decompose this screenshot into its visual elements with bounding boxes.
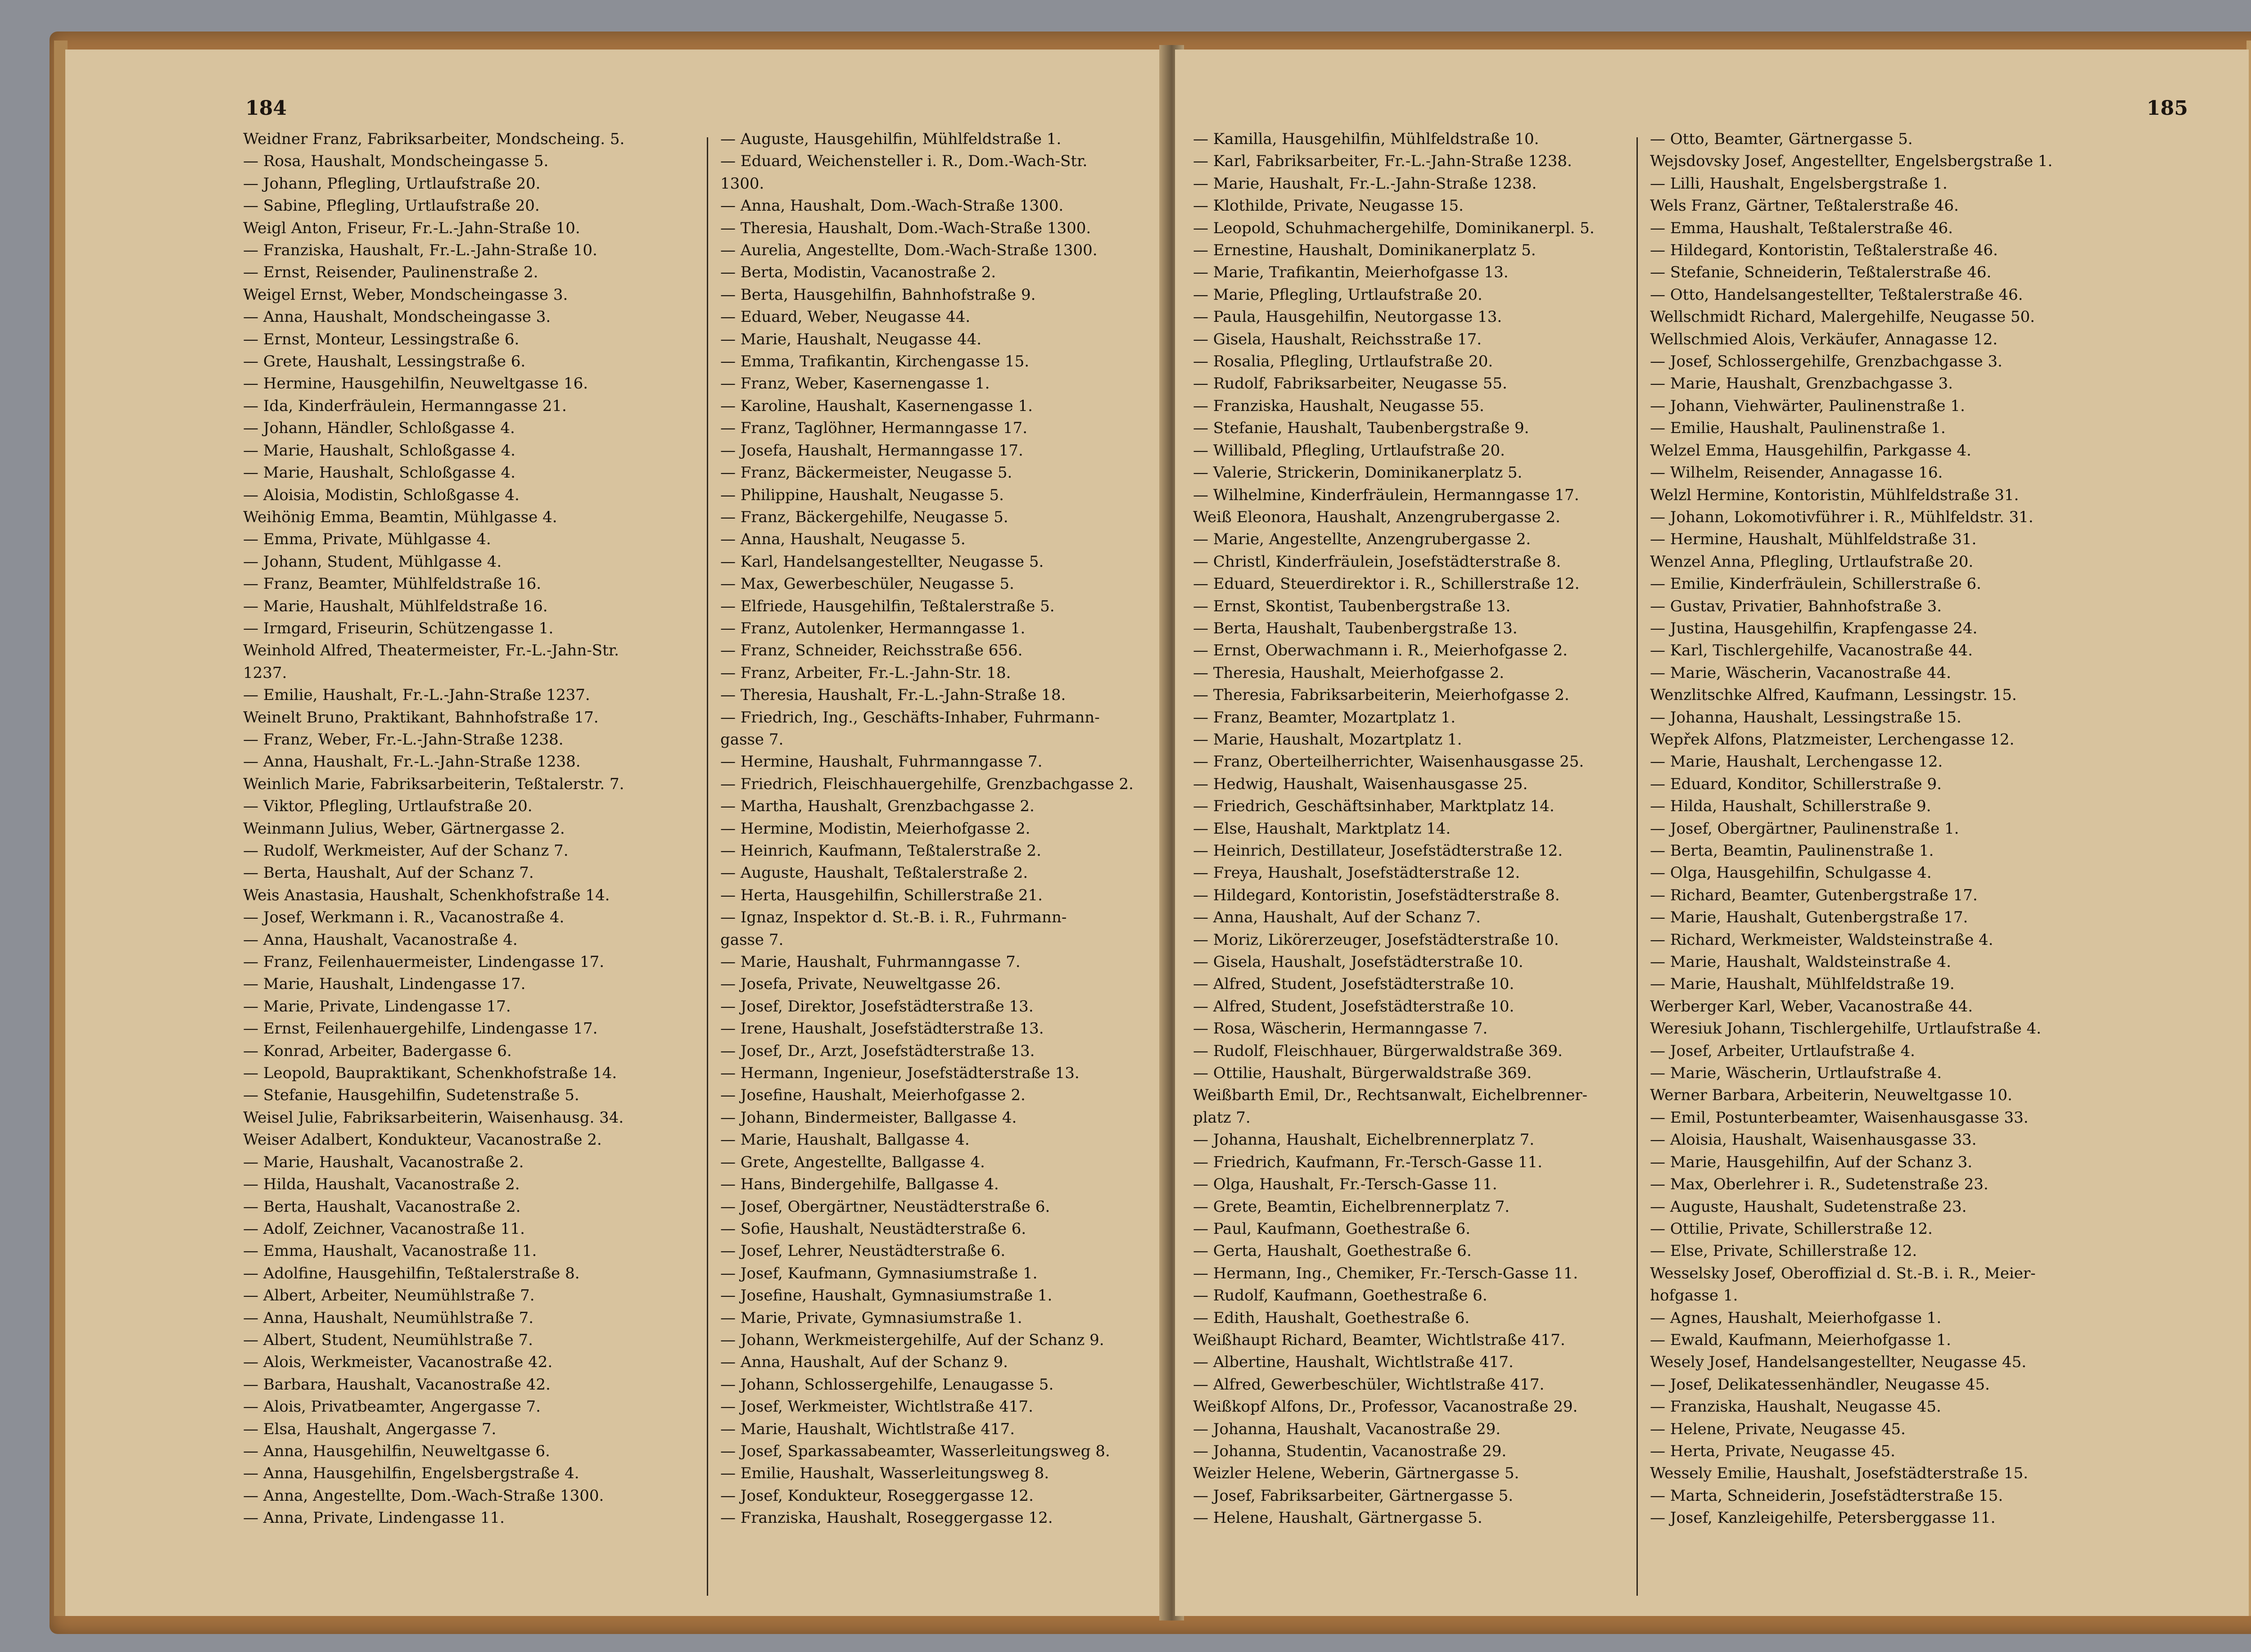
directory-entry: — Anna, Private, Lindengasse 11.: [243, 1509, 505, 1527]
directory-entry: — Franz, Arbeiter, Fr.-L.-Jahn-Str. 18.: [720, 664, 1011, 682]
directory-entry: Weinhold Alfred, Theatermeister, Fr.-L.-Jahn-Str.: [243, 641, 619, 660]
directory-entry: — Sabine, Pflegling, Urtlaufstraße 20.: [243, 197, 540, 215]
directory-entry: — Hildegard, Kontoristin, Teßtalerstraße 46.: [1650, 241, 1998, 260]
directory-entry: — Franz, Beamter, Mühlfeldstraße 16.: [243, 575, 542, 593]
directory-entry: — Agnes, Haushalt, Meierhofgasse 1.: [1650, 1309, 1942, 1327]
directory-entry: — Ernst, Skontist, Taubenbergstraße 13.: [1193, 597, 1511, 615]
directory-entry: — Ernst, Feilenhauergehilfe, Lindengasse 17.: [243, 1020, 598, 1038]
directory-entry: — Johanna, Haushalt, Eichelbrennerplatz 7.: [1193, 1131, 1535, 1149]
directory-entry: — Karl, Handelsangestellter, Neugasse 5.: [720, 552, 1044, 571]
directory-entry: — Johann, Viehwärter, Paulinenstraße 1.: [1650, 397, 1965, 415]
directory-entry: — Heinrich, Kaufmann, Teßtalerstraße 2.: [720, 842, 1041, 860]
directory-entry: — Franz, Schneider, Reichsstraße 656.: [720, 641, 1023, 660]
directory-entry: — Max, Gewerbeschüler, Neugasse 5.: [720, 575, 1014, 593]
directory-entry: — Hilda, Haushalt, Vacanostraße 2.: [243, 1175, 520, 1194]
directory-entry: — Heinrich, Destillateur, Josefstädterstraße 12.: [1193, 842, 1563, 860]
directory-entry: — Marie, Haushalt, Gutenbergstraße 17.: [1650, 908, 1968, 927]
left-column-1: [243, 128, 720, 1530]
directory-entry: hofgasse 1.: [1650, 1286, 1738, 1305]
directory-entry: — Alois, Werkmeister, Vacanostraße 42.: [243, 1353, 553, 1372]
directory-entry: 1237.: [243, 664, 287, 682]
directory-entry: — Alois, Privatbeamter, Angergasse 7.: [243, 1398, 541, 1416]
directory-entry: — Emilie, Haushalt, Paulinenstraße 1.: [1650, 419, 1946, 438]
directory-entry: — Johann, Pflegling, Urtlaufstraße 20.: [243, 174, 541, 193]
directory-entry: Werberger Karl, Weber, Vacanostraße 44.: [1650, 997, 1973, 1016]
directory-entry: Weresiuk Johann, Tischlergehilfe, Urtlaufstraße 4.: [1650, 1020, 2041, 1038]
directory-entry: — Anna, Hausgehilfin, Neuweltgasse 6.: [243, 1442, 550, 1460]
directory-entry: — Marie, Haushalt, Schloßgasse 4.: [243, 441, 515, 460]
directory-entry: — Marie, Haushalt, Fuhrmanngasse 7.: [720, 953, 1021, 971]
directory-entry: — Edith, Haushalt, Goethestraße 6.: [1193, 1309, 1470, 1327]
directory-entry: — Emilie, Haushalt, Wasserleitungsweg 8.: [720, 1464, 1049, 1483]
directory-entry: — Johann, Schlossergehilfe, Lenaugasse 5.: [720, 1375, 1054, 1394]
directory-entry: — Franz, Bäckergehilfe, Neugasse 5.: [720, 508, 1008, 526]
directory-entry: — Franz, Beamter, Mozartplatz 1.: [1193, 708, 1455, 727]
directory-entry: Weigel Ernst, Weber, Mondscheingasse 3.: [243, 285, 568, 304]
directory-entry: — Ottilie, Haushalt, Bürgerwaldstraße 369.: [1193, 1064, 1532, 1083]
directory-entry: — Hermann, Ing., Chemiker, Fr.-Tersch-Gasse 11.: [1193, 1264, 1578, 1282]
directory-entry: — Gisela, Haushalt, Reichsstraße 17.: [1193, 330, 1482, 348]
directory-entry: — Franz, Oberteilherrichter, Waisenhausgasse 25.: [1193, 753, 1584, 771]
directory-entry: — Emma, Private, Mühlgasse 4.: [243, 530, 491, 549]
directory-entry: — Josef, Kondukteur, Roseggergasse 12.: [720, 1486, 1034, 1505]
directory-entry: — Kamilla, Hausgehilfin, Mühlfeldstraße 10.: [1193, 130, 1539, 148]
directory-entry: — Albert, Arbeiter, Neumühlstraße 7.: [243, 1286, 535, 1305]
directory-entry: platz 7.: [1193, 1108, 1251, 1127]
directory-entry: — Friedrich, Fleischhauergehilfe, Grenzbachgasse 2.: [720, 775, 1134, 793]
directory-entry: Wepřek Alfons, Platzmeister, Lerchengasse 12.: [1650, 730, 2015, 749]
directory-entry: — Emma, Trafikantin, Kirchengasse 15.: [720, 352, 1030, 371]
directory-entry: — Friedrich, Kaufmann, Fr.-Tersch-Gasse 11.: [1193, 1153, 1542, 1171]
directory-entry: Weigl Anton, Friseur, Fr.-L.-Jahn-Straße 10.: [243, 219, 580, 237]
directory-entry: — Emilie, Haushalt, Fr.-L.-Jahn-Straße 1237.: [243, 686, 590, 704]
directory-entry: — Franz, Weber, Fr.-L.-Jahn-Straße 1238.: [243, 730, 564, 749]
directory-entry: — Franz, Autolenker, Hermanngasse 1.: [720, 619, 1026, 637]
directory-entry: — Irmgard, Friseurin, Schützengasse 1.: [243, 619, 554, 637]
directory-entry: — Berta, Haushalt, Taubenbergstraße 13.: [1193, 619, 1518, 637]
directory-entry: — Alfred, Student, Josefstädterstraße 10.: [1193, 997, 1514, 1016]
directory-entry: Wesely Josef, Handelsangestellter, Neugasse 45.: [1650, 1353, 2027, 1372]
directory-entry: — Josef, Kaufmann, Gymnasiumstraße 1.: [720, 1264, 1038, 1282]
directory-entry: — Eduard, Steuerdirektor i. R., Schillerstraße 12.: [1193, 575, 1580, 593]
directory-entry: — Justina, Hausgehilfin, Krapfengasse 24.: [1650, 619, 1978, 637]
directory-entry: Wellschmied Alois, Verkäufer, Annagasse 12.: [1650, 330, 1998, 348]
directory-entry: — Grete, Haushalt, Lessingstraße 6.: [243, 352, 526, 371]
directory-entry: — Olga, Haushalt, Fr.-Tersch-Gasse 11.: [1193, 1175, 1497, 1194]
directory-entry: — Marie, Angestellte, Anzengrubergasse 2.: [1193, 530, 1531, 549]
directory-entry: — Herta, Private, Neugasse 45.: [1650, 1442, 1895, 1460]
directory-entry: — Franziska, Haushalt, Neugasse 45.: [1650, 1398, 1941, 1416]
directory-entry: — Johanna, Haushalt, Lessingstraße 15.: [1650, 708, 1962, 727]
directory-entry: — Adolf, Zeichner, Vacanostraße 11.: [243, 1219, 525, 1238]
directory-entry: — Josefine, Haushalt, Meierhofgasse 2.: [720, 1086, 1026, 1105]
directory-entry: — Richard, Werkmeister, Waldsteinstraße 4.: [1650, 930, 1993, 949]
directory-entry: — Marie, Pflegling, Urtlaufstraße 20.: [1193, 285, 1483, 304]
directory-entry: — Aloisia, Haushalt, Waisenhausgasse 33.: [1650, 1131, 1977, 1149]
directory-entry: — Ernst, Reisender, Paulinenstraße 2.: [243, 263, 538, 282]
directory-entry: — Emil, Postunterbeamter, Waisenhausgasse 33.: [1650, 1108, 2029, 1127]
directory-entry: — Karl, Fabriksarbeiter, Fr.-L.-Jahn-Straße 1238.: [1193, 152, 1572, 171]
directory-entry: — Marie, Haushalt, Lerchengasse 12.: [1650, 753, 1943, 771]
directory-entry: — Johann, Student, Mühlgasse 4.: [243, 552, 502, 571]
directory-entry: — Ernst, Monteur, Lessingstraße 6.: [243, 330, 520, 348]
directory-entry: Wejsdovsky Josef, Angestellter, Engelsbergstraße 1.: [1650, 152, 2053, 171]
directory-entry: — Stefanie, Haushalt, Taubenbergstraße 9.: [1193, 419, 1529, 438]
directory-entry: — Philippine, Haushalt, Neugasse 5.: [720, 486, 1004, 504]
directory-entry: — Paul, Kaufmann, Goethestraße 6.: [1193, 1219, 1471, 1238]
directory-entry: — Johann, Händler, Schloßgasse 4.: [243, 419, 515, 438]
directory-entry: — Josef, Direktor, Josefstädterstraße 13.: [720, 997, 1034, 1016]
directory-entry: — Johanna, Haushalt, Vacanostraße 29.: [1193, 1420, 1501, 1438]
directory-entry: — Marta, Schneiderin, Josefstädterstraße 15.: [1650, 1486, 2003, 1505]
directory-entry: — Rosalia, Pflegling, Urtlaufstraße 20.: [1193, 352, 1493, 371]
directory-entry: — Grete, Beamtin, Eichelbrennerplatz 7.: [1193, 1197, 1510, 1216]
directory-entry: — Marie, Haushalt, Mühlfeldstraße 19.: [1650, 975, 1955, 993]
directory-entry: — Friedrich, Geschäftsinhaber, Marktplatz 14.: [1193, 797, 1555, 816]
directory-entry: — Hermann, Ingenieur, Josefstädterstraße 13.: [720, 1064, 1080, 1083]
left-column-2: [720, 128, 1166, 1530]
directory-entry: — Franziska, Haushalt, Roseggergasse 12.: [720, 1509, 1053, 1527]
directory-entry: — Wilhelmine, Kinderfräulein, Hermanngasse 17.: [1193, 486, 1579, 504]
directory-entry: — Franziska, Haushalt, Neugasse 55.: [1193, 397, 1484, 415]
directory-entry: — Sofie, Haushalt, Neustädterstraße 6.: [720, 1219, 1026, 1238]
directory-entry: — Albertine, Haushalt, Wichtlstraße 417.: [1193, 1353, 1514, 1372]
directory-entry: Weißkopf Alfons, Dr., Professor, Vacanostraße 29.: [1193, 1398, 1578, 1416]
directory-entry: — Marie, Haushalt, Neugasse 44.: [720, 330, 982, 348]
directory-entry: Weißhaupt Richard, Beamter, Wichtlstraße 417.: [1193, 1331, 1565, 1349]
directory-entry: — Josef, Arbeiter, Urtlaufstraße 4.: [1650, 1042, 1915, 1060]
directory-entry: — Marie, Haushalt, Grenzbachgasse 3.: [1650, 375, 1953, 393]
directory-entry: — Marie, Haushalt, Waldsteinstraße 4.: [1650, 953, 1951, 971]
directory-entry: — Aurelia, Angestellte, Dom.-Wach-Straße 1300.: [720, 241, 1098, 260]
directory-entry: — Johann, Lokomotivführer i. R., Mühlfeldstr. 31.: [1650, 508, 2034, 526]
directory-entry: — Hermine, Modistin, Meierhofgasse 2.: [720, 819, 1031, 838]
directory-entry: — Elsa, Haushalt, Angergasse 7.: [243, 1420, 497, 1438]
directory-entry: — Lilli, Haushalt, Engelsbergstraße 1.: [1650, 174, 1948, 193]
directory-entry: — Paula, Hausgehilfin, Neutorgasse 13.: [1193, 308, 1502, 326]
directory-entry: Werner Barbara, Arbeiterin, Neuweltgasse 10.: [1650, 1086, 2012, 1105]
directory-entry: — Marie, Private, Gymnasiumstraße 1.: [720, 1309, 1022, 1327]
directory-entry: — Gerta, Haushalt, Goethestraße 6.: [1193, 1242, 1472, 1260]
directory-entry: — Alfred, Student, Josefstädterstraße 10.: [1193, 975, 1514, 993]
directory-entry: — Marie, Trafikantin, Meierhofgasse 13.: [1193, 263, 1509, 282]
directory-entry: — Auguste, Hausgehilfin, Mühlfeldstraße 1.: [720, 130, 1062, 148]
directory-entry: — Ernst, Oberwachmann i. R., Meierhofgasse 2.: [1193, 641, 1568, 660]
page-number-right: 185: [2147, 97, 2188, 120]
directory-entry: — Ewald, Kaufmann, Meierhofgasse 1.: [1650, 1331, 1951, 1349]
directory-entry: — Moriz, Likörerzeuger, Josefstädterstraße 10.: [1193, 930, 1559, 949]
directory-entry: — Anna, Haushalt, Vacanostraße 4.: [243, 930, 518, 949]
directory-entry: Weiß Eleonora, Haushalt, Anzengrubergasse 2.: [1193, 508, 1560, 526]
right-column-1: [1193, 128, 1670, 1530]
directory-entry: — Helene, Haushalt, Gärtnergasse 5.: [1193, 1509, 1483, 1527]
directory-entry: — Barbara, Haushalt, Vacanostraße 42.: [243, 1375, 551, 1394]
directory-entry: — Marie, Haushalt, Fr.-L.-Jahn-Straße 1238.: [1193, 174, 1537, 193]
directory-entry: Wenzel Anna, Pflegling, Urtlaufstraße 20.: [1650, 552, 1974, 571]
directory-entry: — Theresia, Fabriksarbeiterin, Meierhofgasse 2.: [1193, 686, 1569, 704]
directory-entry: — Johanna, Studentin, Vacanostraße 29.: [1193, 1442, 1507, 1460]
directory-entry: — Max, Oberlehrer i. R., Sudetenstraße 23.: [1650, 1175, 1989, 1194]
directory-entry: — Josefa, Private, Neuweltgasse 26.: [720, 975, 1001, 993]
directory-entry: — Berta, Modistin, Vacanostraße 2.: [720, 263, 996, 282]
directory-entry: — Rudolf, Werkmeister, Auf der Schanz 7.: [243, 842, 569, 860]
directory-entry: — Konrad, Arbeiter, Badergasse 6.: [243, 1042, 512, 1060]
directory-entry: — Johann, Bindermeister, Ballgasse 4.: [720, 1108, 1017, 1127]
column-divider-left: [707, 137, 708, 1596]
directory-entry: — Stefanie, Hausgehilfin, Sudetenstraße 5.: [243, 1086, 579, 1105]
directory-entry: — Hermine, Haushalt, Mühlfeldstraße 31.: [1650, 530, 1977, 549]
directory-entry: — Elfriede, Hausgehilfin, Teßtalerstraße 5.: [720, 597, 1055, 615]
directory-entry: — Alfred, Gewerbeschüler, Wichtlstraße 417.: [1193, 1375, 1545, 1394]
directory-entry: — Theresia, Haushalt, Meierhofgasse 2.: [1193, 664, 1505, 682]
directory-entry: Weidner Franz, Fabriksarbeiter, Mondscheing. 5.: [243, 130, 625, 148]
directory-entry: — Otto, Beamter, Gärtnergasse 5.: [1650, 130, 1913, 148]
directory-entry: — Marie, Haushalt, Ballgasse 4.: [720, 1131, 970, 1149]
directory-entry: — Josef, Fabriksarbeiter, Gärtnergasse 5.: [1193, 1486, 1514, 1505]
column-divider-right: [1636, 137, 1638, 1596]
directory-entry: — Willibald, Pflegling, Urtlaufstraße 20.: [1193, 441, 1505, 460]
directory-entry: — Eduard, Weichensteller i. R., Dom.-Wach-Str.: [720, 152, 1088, 171]
directory-entry: — Hildegard, Kontoristin, Josefstädterstraße 8.: [1193, 886, 1560, 904]
page-number-left: 184: [245, 97, 287, 120]
directory-entry: — Gustav, Privatier, Bahnhofstraße 3.: [1650, 597, 1942, 615]
directory-entry: — Hans, Bindergehilfe, Ballgasse 4.: [720, 1175, 999, 1194]
directory-entry: — Marie, Hausgehilfin, Auf der Schanz 3.: [1650, 1153, 1973, 1171]
directory-entry: — Leopold, Schuhmachergehilfe, Dominikanerpl. 5.: [1193, 219, 1595, 237]
directory-entry: — Josef, Dr., Arzt, Josefstädterstraße 13.: [720, 1042, 1035, 1060]
directory-entry: — Berta, Beamtin, Paulinenstraße 1.: [1650, 842, 1934, 860]
directory-entry: — Anna, Hausgehilfin, Engelsbergstraße 4.: [243, 1464, 579, 1483]
directory-entry: Weißbarth Emil, Dr., Rechtsanwalt, Eichelbrenner-: [1193, 1086, 1588, 1105]
directory-entry: — Anna, Haushalt, Neumühlstraße 7.: [243, 1309, 534, 1327]
directory-entry: — Josef, Obergärtner, Paulinenstraße 1.: [1650, 819, 1959, 838]
directory-entry: — Theresia, Haushalt, Dom.-Wach-Straße 1300.: [720, 219, 1091, 237]
directory-entry: — Rudolf, Kaufmann, Goethestraße 6.: [1193, 1286, 1487, 1305]
directory-entry: — Marie, Haushalt, Schloßgasse 4.: [243, 464, 515, 482]
directory-entry: — Marie, Haushalt, Lindengasse 17.: [243, 975, 526, 993]
directory-entry: — Marie, Wäscherin, Urtlaufstraße 4.: [1650, 1064, 1942, 1083]
directory-entry: — Auguste, Haushalt, Teßtalerstraße 2.: [720, 864, 1028, 882]
directory-entry: gasse 7.: [720, 730, 784, 749]
directory-entry: — Marie, Haushalt, Mühlfeldstraße 16.: [243, 597, 548, 615]
directory-entry: — Olga, Hausgehilfin, Schulgasse 4.: [1650, 864, 1932, 882]
directory-entry: Weisel Julie, Fabriksarbeiterin, Waisenhausg. 34.: [243, 1108, 624, 1127]
directory-entry: Wels Franz, Gärtner, Teßtalerstraße 46.: [1650, 197, 1959, 215]
directory-entry: — Anna, Haushalt, Mondscheingasse 3.: [243, 308, 551, 326]
directory-entry: — Josefa, Haushalt, Hermanngasse 17.: [720, 441, 1023, 460]
directory-entry: — Ottilie, Private, Schillerstraße 12.: [1650, 1219, 1933, 1238]
directory-entry: Wellschmidt Richard, Malergehilfe, Neugasse 50.: [1650, 308, 2035, 326]
directory-entry: Wesselsky Josef, Oberoffizial d. St.-B. i. R., Meier-: [1650, 1264, 2036, 1282]
directory-entry: — Hilda, Haushalt, Schillerstraße 9.: [1650, 797, 1931, 816]
directory-entry: — Grete, Angestellte, Ballgasse 4.: [720, 1153, 985, 1171]
directory-entry: — Eduard, Weber, Neugasse 44.: [720, 308, 971, 326]
directory-entry: — Anna, Haushalt, Fr.-L.-Jahn-Straße 1238.: [243, 753, 581, 771]
directory-entry: 1300.: [720, 174, 764, 193]
directory-entry: — Franz, Feilenhauermeister, Lindengasse 17.: [243, 953, 605, 971]
directory-entry: — Albert, Student, Neumühlstraße 7.: [243, 1331, 533, 1349]
right-column-2: [1650, 128, 2127, 1530]
directory-entry: — Friedrich, Ing., Geschäfts-Inhaber, Fuhrmann-: [720, 708, 1100, 727]
directory-entry: — Emilie, Kinderfräulein, Schillerstraße 6.: [1650, 575, 1981, 593]
directory-entry: — Karoline, Haushalt, Kasernengasse 1.: [720, 397, 1033, 415]
directory-entry: Welzl Hermine, Kontoristin, Mühlfeldstraße 31.: [1650, 486, 2019, 504]
left-page: [65, 50, 1166, 1616]
directory-entry: — Karl, Tischlergehilfe, Vacanostraße 44.: [1650, 641, 1973, 660]
directory-entry: — Berta, Haushalt, Auf der Schanz 7.: [243, 864, 534, 882]
directory-entry: — Josef, Kanzleigehilfe, Petersberggasse 11.: [1650, 1509, 1996, 1527]
directory-entry: — Josefine, Haushalt, Gymnasiumstraße 1.: [720, 1286, 1053, 1305]
directory-entry: — Franz, Weber, Kasernengasse 1.: [720, 375, 990, 393]
directory-entry: Weihönig Emma, Beamtin, Mühlgasse 4.: [243, 508, 557, 526]
directory-entry: — Anna, Haushalt, Auf der Schanz 9.: [720, 1353, 1008, 1372]
directory-entry: — Hedwig, Haushalt, Waisenhausgasse 25.: [1193, 775, 1528, 793]
directory-entry: — Hermine, Hausgehilfin, Neuweltgasse 16.: [243, 375, 588, 393]
directory-entry: — Josef, Obergärtner, Neustädterstraße 6.: [720, 1197, 1050, 1216]
directory-entry: — Hermine, Haushalt, Fuhrmanngasse 7.: [720, 753, 1043, 771]
directory-entry: — Josef, Sparkassabeamter, Wasserleitungsweg 8.: [720, 1442, 1110, 1460]
directory-entry: — Anna, Angestellte, Dom.-Wach-Straße 1300.: [243, 1486, 604, 1505]
directory-entry: — Josef, Werkmeister, Wichtlstraße 417.: [720, 1398, 1033, 1416]
directory-entry: — Otto, Handelsangestellter, Teßtalerstraße 46.: [1650, 285, 2023, 304]
directory-entry: — Helene, Private, Neugasse 45.: [1650, 1420, 1906, 1438]
directory-entry: — Anna, Haushalt, Neugasse 5.: [720, 530, 966, 549]
directory-entry: — Ida, Kinderfräulein, Hermanngasse 21.: [243, 397, 567, 415]
directory-entry: — Marie, Haushalt, Wichtlstraße 417.: [720, 1420, 1015, 1438]
directory-entry: — Ignaz, Inspektor d. St.-B. i. R., Fuhrmann-: [720, 908, 1067, 927]
directory-entry: Weinelt Bruno, Praktikant, Bahnhofstraße 17.: [243, 708, 599, 727]
directory-entry: Welzel Emma, Hausgehilfin, Parkgasse 4.: [1650, 441, 1971, 460]
directory-entry: Wenzlitschke Alfred, Kaufmann, Lessingstr. 15.: [1650, 686, 2017, 704]
directory-entry: — Franziska, Haushalt, Fr.-L.-Jahn-Straße 10.: [243, 241, 597, 260]
directory-entry: Weinmann Julius, Weber, Gärtnergasse 2.: [243, 819, 565, 838]
directory-entry: Weizler Helene, Weberin, Gärtnergasse 5.: [1193, 1464, 1519, 1483]
directory-entry: Weis Anastasia, Haushalt, Schenkhofstraße 14.: [243, 886, 610, 904]
directory-entry: — Rudolf, Fabriksarbeiter, Neugasse 55.: [1193, 375, 1507, 393]
directory-entry: — Rosa, Wäscherin, Hermanngasse 7.: [1193, 1020, 1488, 1038]
directory-entry: — Josef, Schlossergehilfe, Grenzbachgasse 3.: [1650, 352, 2002, 371]
directory-entry: — Anna, Haushalt, Dom.-Wach-Straße 1300.: [720, 197, 1064, 215]
directory-entry: — Josef, Werkmann i. R., Vacanostraße 4.: [243, 908, 565, 927]
directory-entry: — Auguste, Haushalt, Sudetenstraße 23.: [1650, 1197, 1967, 1216]
directory-entry: — Josef, Lehrer, Neustädterstraße 6.: [720, 1242, 1006, 1260]
directory-entry: — Eduard, Konditor, Schillerstraße 9.: [1650, 775, 1942, 793]
directory-entry: — Anna, Haushalt, Auf der Schanz 7.: [1193, 908, 1481, 927]
directory-entry: — Rudolf, Fleischhauer, Bürgerwaldstraße 369.: [1193, 1042, 1563, 1060]
directory-entry: gasse 7.: [720, 930, 784, 949]
directory-entry: Weiser Adalbert, Kondukteur, Vacanostraße 2.: [243, 1131, 602, 1149]
directory-entry: — Viktor, Pflegling, Urtlaufstraße 20.: [243, 797, 533, 816]
directory-entry: Weinlich Marie, Fabriksarbeiterin, Teßtalerstr. 7.: [243, 775, 624, 793]
directory-entry: — Klothilde, Private, Neugasse 15.: [1193, 197, 1464, 215]
directory-entry: — Gisela, Haushalt, Josefstädterstraße 10.: [1193, 953, 1523, 971]
directory-entry: — Theresia, Haushalt, Fr.-L.-Jahn-Straße 18.: [720, 686, 1066, 704]
directory-entry: — Marie, Haushalt, Mozartplatz 1.: [1193, 730, 1462, 749]
directory-entry: — Else, Haushalt, Marktplatz 14.: [1193, 819, 1451, 838]
directory-entry: — Emma, Haushalt, Vacanostraße 11.: [243, 1242, 537, 1260]
directory-entry: — Rosa, Haushalt, Mondscheingasse 5.: [243, 152, 549, 171]
directory-entry: — Stefanie, Schneiderin, Teßtalerstraße 46.: [1650, 263, 1992, 282]
directory-entry: — Else, Private, Schillerstraße 12.: [1650, 1242, 1917, 1260]
directory-entry: — Christl, Kinderfräulein, Josefstädterstraße 8.: [1193, 552, 1561, 571]
directory-entry: Wessely Emilie, Haushalt, Josefstädterstraße 15.: [1650, 1464, 2028, 1483]
directory-entry: — Valerie, Strickerin, Dominikanerplatz 5.: [1193, 464, 1523, 482]
right-page: [1175, 50, 2249, 1616]
directory-entry: — Richard, Beamter, Gutenbergstraße 17.: [1650, 886, 1978, 904]
directory-entry: — Adolfine, Hausgehilfin, Teßtalerstraße 8.: [243, 1264, 580, 1282]
directory-entry: — Josef, Delikatessenhändler, Neugasse 45.: [1650, 1375, 1990, 1394]
directory-entry: — Marie, Wäscherin, Vacanostraße 44.: [1650, 664, 1951, 682]
directory-entry: — Herta, Hausgehilfin, Schillerstraße 21.: [720, 886, 1043, 904]
directory-entry: — Berta, Haushalt, Vacanostraße 2.: [243, 1197, 521, 1216]
directory-entry: — Aloisia, Modistin, Schloßgasse 4.: [243, 486, 520, 504]
directory-entry: — Freya, Haushalt, Josefstädterstraße 12.: [1193, 864, 1520, 882]
directory-entry: — Berta, Hausgehilfin, Bahnhofstraße 9.: [720, 285, 1036, 304]
directory-entry: — Emma, Haushalt, Teßtalerstraße 46.: [1650, 219, 1953, 237]
directory-entry: — Wilhelm, Reisender, Annagasse 16.: [1650, 464, 1943, 482]
directory-entry: — Franz, Taglöhner, Hermanngasse 17.: [720, 419, 1028, 438]
directory-entry: — Leopold, Baupraktikant, Schenkhofstraße 14.: [243, 1064, 617, 1083]
directory-entry: — Irene, Haushalt, Josefstädterstraße 13.: [720, 1020, 1044, 1038]
directory-entry: — Ernestine, Haushalt, Dominikanerplatz 5.: [1193, 241, 1536, 260]
directory-entry: — Franz, Bäckermeister, Neugasse 5.: [720, 464, 1012, 482]
directory-entry: — Martha, Haushalt, Grenzbachgasse 2.: [720, 797, 1035, 816]
directory-entry: — Johann, Werkmeistergehilfe, Auf der Schanz 9.: [720, 1331, 1104, 1349]
directory-entry: — Marie, Haushalt, Vacanostraße 2.: [243, 1153, 524, 1171]
directory-entry: — Marie, Private, Lindengasse 17.: [243, 997, 511, 1016]
